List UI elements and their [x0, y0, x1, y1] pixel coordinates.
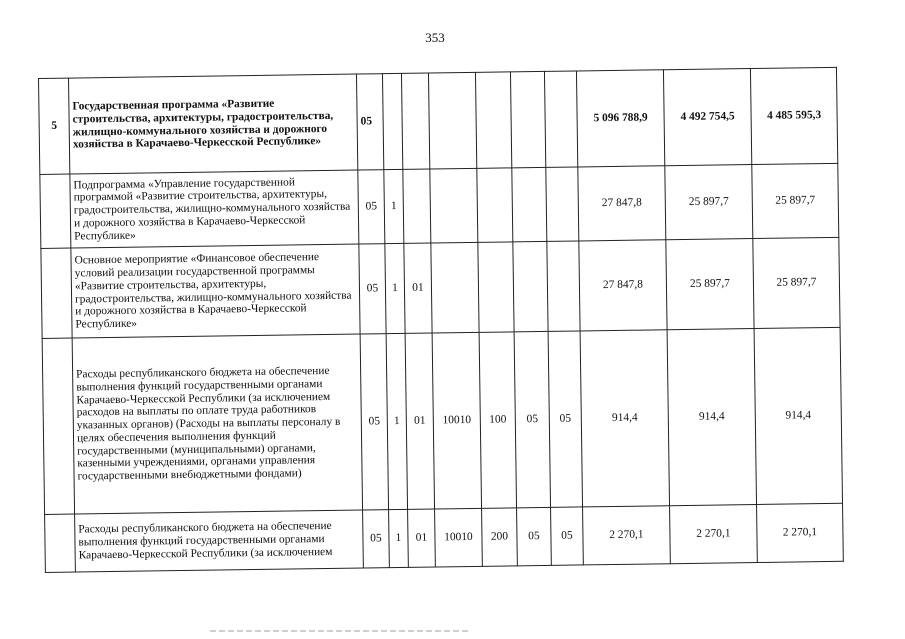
- amount-year-2: 914,4: [667, 329, 756, 506]
- row-name: Государственная программа «Развитие строительства, архитектуры, градостроительства, жилищно-коммунального хозяйства и дорожного хозяйства в Карачаево-Черкесской Республике»: [69, 74, 358, 174]
- amount-year-2: 25 897,7: [665, 165, 753, 240]
- code-section: [512, 167, 547, 241]
- row-number: [45, 514, 76, 572]
- table-row: [39, 67, 838, 174]
- code-expense-type: 200: [482, 508, 518, 566]
- code-program: 05: [363, 510, 390, 568]
- code-subsection: [547, 241, 580, 331]
- budget-table: [38, 67, 844, 573]
- code-expense-type: [475, 72, 511, 168]
- table-row: [40, 163, 839, 248]
- code-direction: [431, 242, 479, 333]
- table-row: [42, 327, 842, 514]
- code-expense-type: [477, 168, 513, 242]
- row-name: Расходы республиканского бюджета на обеспечение выполнения функций государственными органами Карачаево-Черкесской Республики (за исключением расходов на выплаты по оплате труда работников указанных органов) (Расходы на выплаты персоналу в целях обеспечения выполнения функций государственными (муниципальными) органами, казенными учреждениями, органами управления государственными внебюджетными фондами): [72, 334, 362, 514]
- amount-year-2: 4 492 754,5: [663, 69, 751, 166]
- code-subprogram: 1: [385, 243, 405, 333]
- amount-year-2: 2 270,1: [670, 505, 758, 564]
- amount-year-3: 25 897,7: [753, 237, 840, 328]
- code-program: 05: [356, 74, 383, 170]
- amount-year-1: 27 847,8: [579, 240, 667, 331]
- code-section: [510, 71, 545, 167]
- amount-year-3: 4 485 595,3: [750, 67, 837, 164]
- code-main-activity: 01: [405, 333, 434, 509]
- code-subprogram: 1: [384, 169, 404, 243]
- code-direction: [428, 72, 476, 169]
- code-subprogram: 1: [386, 333, 407, 509]
- code-main-activity: 01: [408, 509, 436, 567]
- row-number: [41, 248, 72, 338]
- code-expense-type: 100: [479, 332, 516, 508]
- amount-year-3: 25 897,7: [752, 163, 839, 238]
- table-row: [41, 237, 840, 338]
- code-main-activity: [403, 169, 431, 243]
- code-direction: [430, 168, 478, 243]
- row-number: 5: [39, 78, 70, 174]
- row-name: Основное мероприятие «Финансовое обеспечение условий реализации государственной программы «Развитие строительства, архитектуры, градостроительства, жилищно-коммунального хозяйства и дорожного хозяйства в Карачаево-Черкесской Республике»: [71, 244, 360, 338]
- row-number: [40, 174, 71, 248]
- code-section: [513, 241, 548, 331]
- code-subprogram: [382, 73, 402, 169]
- page-number: 353: [425, 30, 445, 45]
- code-section: 05: [517, 507, 552, 565]
- table-row: [45, 503, 844, 572]
- code-direction: 10010: [432, 332, 481, 509]
- code-direction: 10010: [435, 508, 483, 567]
- row-name: Расходы республиканского бюджета на обеспечение выполнения функций государственными органами Карачаево-Черкесской Республики (за исключением: [75, 510, 364, 572]
- code-subprogram: 1: [389, 509, 409, 567]
- code-subsection: [546, 167, 579, 241]
- code-main-activity: [401, 73, 429, 169]
- scan-artifact-line: [210, 630, 470, 632]
- code-main-activity: 01: [404, 243, 432, 333]
- amount-year-2: 25 897,7: [666, 239, 754, 330]
- code-subsection: 05: [548, 331, 582, 507]
- amount-year-1: 2 270,1: [583, 506, 671, 565]
- code-section: 05: [514, 331, 550, 507]
- amount-year-1: 5 096 788,9: [576, 70, 664, 167]
- code-program: 05: [358, 170, 385, 244]
- amount-year-1: 27 847,8: [578, 166, 666, 241]
- row-number: [42, 338, 74, 514]
- code-subsection: 05: [551, 507, 584, 565]
- code-program: 05: [359, 244, 386, 334]
- row-name: Подпрограмма «Управление государственной программой «Развитие строительства, архитектуры, градостроительства, жилищно-коммунального хозяйства и дорожного хозяйства в Карачаево-Черкесской Республике»: [70, 170, 359, 248]
- code-expense-type: [478, 242, 514, 332]
- amount-year-3: 914,4: [754, 327, 842, 504]
- amount-year-1: 914,4: [580, 330, 669, 507]
- code-subsection: [544, 71, 577, 167]
- code-program: 05: [360, 334, 388, 510]
- amount-year-3: 2 270,1: [757, 503, 844, 562]
